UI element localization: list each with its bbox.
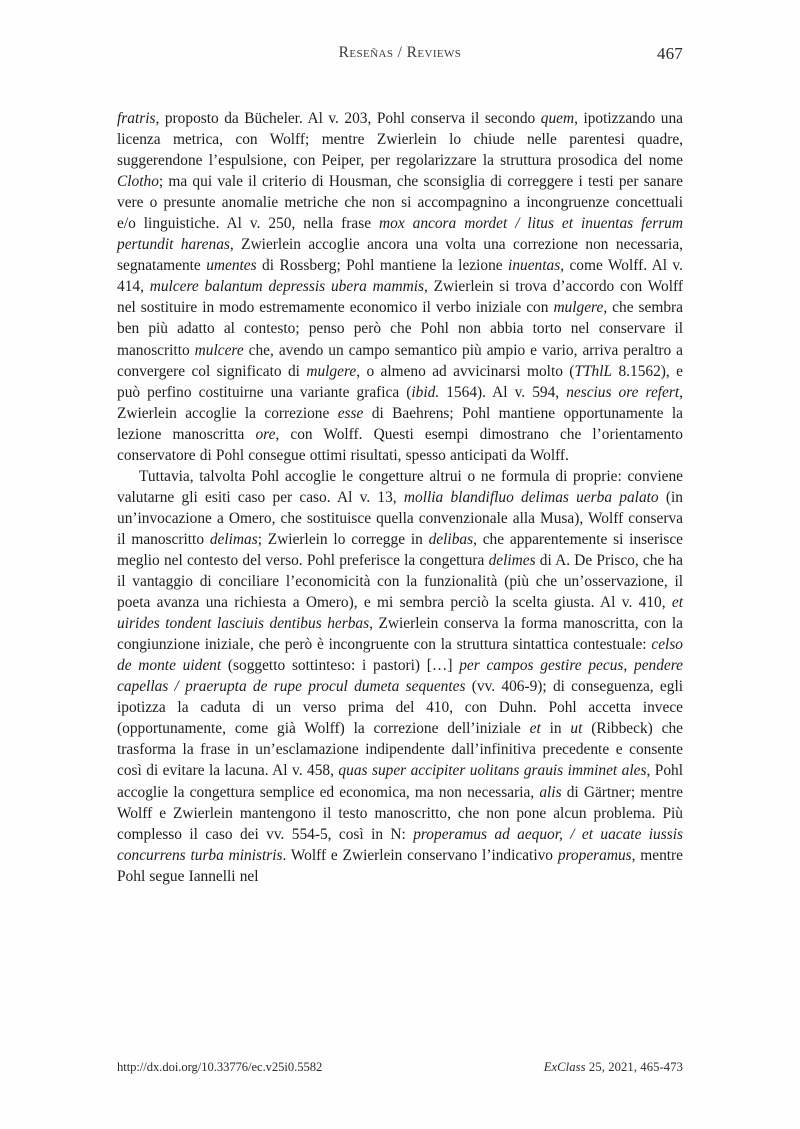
italic-run: inuentas: [508, 257, 561, 275]
italic-run: mollia blandifluo delimas uerba palato: [403, 488, 659, 506]
italic-run: TThlL: [574, 362, 613, 380]
page-footer: [117, 1060, 683, 1075]
italic-run: ut: [570, 720, 583, 738]
paragraph: fratris, proposto da Bücheler. Al v. 203, Pohl conserva il secondo quem, ipotizzando una licenza metrica, con Wolff; mentre Zwierlein lo chiude nelle parentesi quadre, suggerendone l’espulsione, con Peiper, per regolarizzare la struttura prosodica del nome Clotho; ma qui vale il criterio di Housman, che sconsiglia di correggere i testi per sanare vere o presunte anomalie metriche che non si accompagnino a incongruenze concettuali e/o linguistiche. Al v. 250, nella frase mox ancora mordet / litus et inuentas ferrum pertundit harenas, Zwierlein accoglie ancora una volta una correzione non necessaria, segnatamente umentes di Rossberg; Pohl mantiene la lezione inuentas, come Wolff. Al v. 414, mulcere balantum depressis ubera mammis, Zwierlein si trova d’accordo con Wolff nel sostituire in modo estremamente economico il verbo iniziale con mulgere, che sembra ben più adatto al contesto; penso però che Pohl non abbia torto nel conservare il manoscritto mulcere che, avendo un campo semantico più ampio e vario, arriva peraltro a convergere col significato di mulgere, o almeno ad avvicinarsi molto (TThlL 8.1562), e può perfino costituirne una variante grafica (ibid. 1564). Al v. 594, nescius ore refert, Zwierlein accoglie la correzione esse di Baehrens; Pohl mantiene opportunamente la lezione manoscritta ore, con Wolff. Questi esempi dimostrano che l’orientamento conservatore di Pohl consegue ottimi risultati, spesso anticipati da Wolff.: [117, 110, 684, 464]
journal-citation: [544, 1060, 683, 1075]
italic-run: quas super accipiter uolitans grauis imminet ales: [338, 762, 647, 780]
running-header-title: Reseñas / Reviews: [338, 44, 462, 61]
italic-run: nescius ore refert: [566, 383, 680, 401]
paragraph: Tuttavia, talvolta Pohl accoglie le congetture altrui o ne formula di proprie: conviene valutarne gli esiti caso per caso. Al v. 13, mollia blandifluo delimas uerba palato (in un’invocazione a Omero, che sostituisce quella convenzionale alla Musa), Wolff conserva il manoscritto delimas; Zwierlein lo corregge in delibas, che apparentemente si inserisce meglio nel contesto del verso. Pohl preferisce la congettura delimes di A. De Prisco, che ha il vantaggio di conciliare l’economicità con la funzionalità (più che un’osservazione, il poeta avanza una richiesta a Omero), e mi sembra perciò la scelta giusta. Al v. 410, et uirides tondent lasciuis dentibus herbas, Zwierlein conserva la forma manoscritta, con la congiunzione iniziale, che però è incongruente con la struttura sintattica contestuale: celso de monte uident (soggetto sottinteso: i pastori) […] per campos gestire pecus, pendere capellas / praerupta de rupe procul dumeta sequentes (vv. 406-9); di conseguenza, egli ipotizza la caduta di un verso prima del 410, con Duhn. Pohl accetta invece (opportunamente, come già Wolff) la correzione dell’iniziale et in ut (Ribbeck) che trasforma la frase in un’esclamazione indipendente dall’infinitiva precedente e consente così di evitare la lacuna. Al v. 458, quas super accipiter uolitans grauis imminet ales, Pohl accoglie la congettura semplice ed economica, ma non necessaria, alis di Gärtner; mentre Wolff e Zwierlein mantengono il testo manoscritto, che non pone alcun problema. Più complesso il caso dei vv. 554-5, così in N: properamus ad aequor, / et uacate iussis concurrens turba ministris. Wolff e Zwierlein conservano l’indicativo properamus, mentre Pohl segue Iannelli nel: [117, 467, 684, 885]
italic-run: mulgere: [306, 362, 357, 380]
italic-run: delimas: [209, 530, 258, 548]
running-header: [117, 44, 683, 62]
italic-run: ore: [255, 425, 276, 443]
italic-run: per campos gestire pecus, pendere capellas / praerupta de rupe procul dumeta sequentes: [117, 657, 683, 696]
italic-run: mox ancora mordet / litus et inuentas ferrum pertundit harenas: [117, 215, 683, 254]
italic-run: fratris: [117, 110, 156, 127]
journal-volume-pages: 25, 2021, 465-473: [585, 1060, 683, 1074]
italic-run: umentes: [206, 257, 257, 275]
italic-run: mulcere: [194, 341, 244, 359]
italic-run: ibid.: [411, 383, 440, 401]
italic-run: quem: [540, 110, 575, 127]
doi-link[interactable]: http://dx.doi.org/10.33776/ec.v25i0.5582: [117, 1060, 323, 1074]
page-number: 467: [656, 44, 683, 63]
italic-run: mulcere balantum depressis ubera mammis: [149, 278, 424, 296]
italic-run: delibas: [428, 530, 474, 548]
italic-run: Clotho: [117, 173, 159, 191]
italic-run: delimes: [488, 551, 536, 569]
italic-run: properamus ad aequor, / et uacate iussis concurrens turba ministris: [117, 825, 683, 864]
italic-run: properamus: [557, 846, 632, 864]
italic-run: et: [529, 720, 541, 738]
italic-run: esse: [337, 404, 364, 422]
italic-run: et uirides tondent lasciuis dentibus herbas: [117, 594, 683, 633]
italic-run: mulgere: [553, 299, 604, 317]
italic-run: alis: [539, 783, 562, 801]
italic-run: celso de monte uident: [117, 636, 683, 675]
journal-name: ExClass: [543, 1060, 586, 1074]
body-text-block: [117, 108, 683, 887]
